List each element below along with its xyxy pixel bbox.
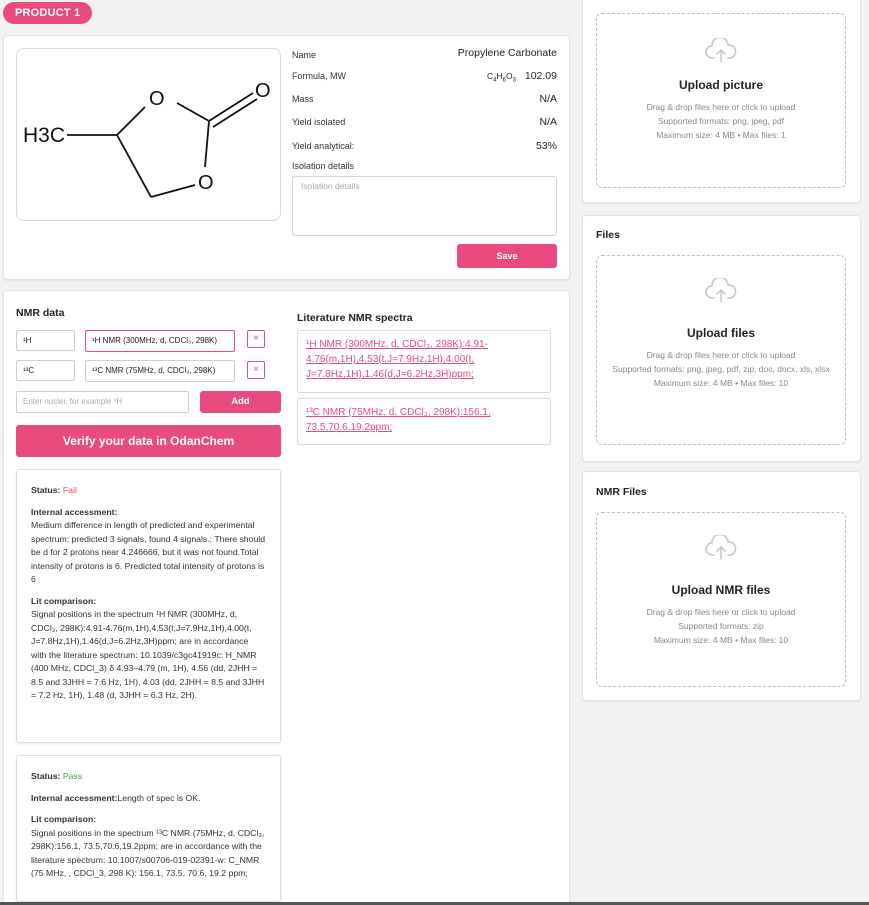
internal-label: Internal accessment:	[31, 792, 118, 803]
upload-hint: Drag & drop files here or click to upload	[646, 102, 796, 112]
nucleus-input[interactable]: ¹H	[16, 330, 75, 351]
name-label: Name	[292, 50, 317, 60]
lit-label: Lit comparison:	[31, 595, 97, 606]
upload-limits: Maximum size: 4 MB • Max files: 10	[653, 378, 789, 388]
internal-section	[31, 792, 266, 806]
add-nucleus-button[interactable]: Add	[200, 391, 281, 413]
literature-title: Literature NMR spectra	[297, 312, 413, 324]
upload-limits: Maximum size: 4 MB • Max files: 1	[656, 130, 786, 140]
molecular-weight: 102.09	[524, 70, 557, 82]
upload-hint: Drag & drop files here or click to upload	[646, 607, 796, 617]
nmr-files-title: NMR Files	[596, 486, 647, 498]
cloud-upload-icon	[705, 278, 737, 304]
internal-label: Internal accessment:	[31, 506, 118, 517]
yield-isolated-label: Yield isolated	[292, 117, 346, 127]
close-icon: ×	[253, 333, 259, 344]
lit-section	[31, 595, 266, 703]
cloud-upload-icon	[705, 535, 737, 561]
status-value: Pass	[62, 771, 83, 781]
internal-section	[31, 506, 266, 587]
yield-isolated-value: N/A	[539, 116, 557, 128]
formula-value	[420, 70, 557, 84]
status-value: Fail	[62, 485, 77, 495]
nucleus-input[interactable]: ¹³C	[16, 360, 75, 381]
lit-section	[31, 813, 266, 881]
yield-analytical-label: Yield analytical:	[292, 141, 355, 151]
verification-result-card	[16, 755, 281, 902]
status-line	[31, 484, 266, 498]
verification-result-card	[16, 469, 281, 743]
substituent-label: H3C	[23, 124, 66, 147]
nmr-data-title: NMR data	[16, 307, 65, 319]
literature-entry-link[interactable]: ¹³C NMR (75MHz, d, CDCl₃, 298K):156.1, 73.5,70.6,19.2ppm;	[297, 398, 551, 445]
mass-value: N/A	[539, 93, 557, 105]
lit-text: Signal positions in the spectrum ¹H NMR (300MHz, d, CDCl₃, 298K):4.91-4.76(m,1H),4.53(t,J=7.9Hz,1H),4.00(t, J=7.8Hz,1H),1.46(d,J=6.2Hz,3H)ppm; are in accordance with the literature spectrum: 10.1039/c3gc41919c: H_NMR (400 MHz, CDCl_3) δ 4.93–4.79 (m, 1H), 4.56 (dd, 2JHH = 8.5 and 3JHH = 7.6 Hz, 1H), 4.03 (dd, 2JHH = 8.5 and 3JHH = 7.2 Hz, 1H), 1.48 (d, 3JHH = 6.3 Hz, 2H).	[31, 609, 265, 700]
literature-entry-link[interactable]: ¹H NMR (300MHz, d, CDCl₃, 298K):4.91-4.76(m,1H),4.53(t,J=7.9Hz,1H),4.00(t, J=7.8Hz,1H),1.46(d,J=6.2Hz,3H)ppm;	[297, 330, 551, 393]
nmr-description-input[interactable]: ¹H NMR (300MHz, d, CDCl₃, 298K)	[85, 330, 235, 352]
upload-nmr-files-title: Upload NMR files	[671, 583, 771, 597]
new-nucleus-input[interactable]: Enter nuclei, for example ¹H	[16, 391, 189, 413]
mass-label: Mass	[292, 94, 314, 104]
molecule-structure	[17, 49, 282, 222]
internal-text: Medium difference in length of predicted and experimental spectrum: predicted 3 signals, found 4 signals.; There should be d for 2 protons near 4.246666, but it was not found.Total intensity of protons is 6. Predicted total intensity of protons is 6	[31, 520, 266, 584]
atom-label: O	[198, 172, 214, 194]
lit-label: Lit comparison:	[31, 814, 97, 824]
upload-files-dropzone[interactable]	[596, 255, 846, 445]
status-label: Status:	[31, 485, 61, 495]
files-title: Files	[596, 229, 620, 241]
isolation-details-input[interactable]: Isolation details	[292, 176, 557, 236]
atom-label: O	[255, 80, 271, 102]
lit-text: Signal positions in the spectrum ¹³C NMR (75MHz, d, CDCl₃, 298K):156.1, 73.5,70.6,19.2ppm; are in accordance with the literature spectrum: 10.1007/s00706-019-02391-w: C_NMR (75 MHz, , CDCl_3, 298 K): 156.1, 73.5, 70.6, 19.2 ppm;	[31, 827, 265, 878]
verify-button[interactable]: Verify your data in OdanChem	[16, 425, 281, 457]
remove-row-button[interactable]	[247, 330, 265, 348]
remove-row-button[interactable]	[247, 361, 265, 379]
upload-formats: Supported formats: png, jpeg, pdf, zip, doc, docx, xls, xlsx	[612, 364, 830, 374]
upload-formats: Supported formats: png, jpeg, pdf	[657, 116, 785, 126]
status-label: Status:	[31, 771, 61, 781]
formula-label: Formula, MW	[292, 71, 346, 81]
status-line	[31, 770, 266, 784]
cloud-upload-icon	[705, 38, 737, 64]
internal-text: Length of spec is OK.	[117, 792, 201, 803]
product-badge: PRODUCT 1	[3, 2, 92, 24]
formula: $C_4H_6O_3$	[487, 71, 516, 84]
close-icon: ×	[253, 364, 259, 375]
upload-files-title: Upload files	[686, 326, 755, 340]
name-value: Propylene Carbonate	[457, 47, 557, 59]
isolation-label: Isolation details	[292, 161, 355, 171]
upload-picture-dropzone[interactable]	[596, 13, 846, 188]
upload-limits: Maximum size: 4 MB • Max files: 10	[653, 635, 789, 645]
yield-analytical-value: 53%	[535, 140, 557, 152]
upload-picture-title: Upload picture	[678, 78, 763, 92]
nmr-description-input[interactable]: ¹³C NMR (75MHz, d, CDCl₃, 298K)	[85, 360, 235, 382]
upload-nmr-files-dropzone[interactable]	[596, 512, 846, 687]
upload-formats: Supported formats: zip	[678, 621, 764, 631]
structure-image	[16, 48, 281, 221]
upload-hint: Drag & drop files here or click to upload	[646, 350, 796, 360]
atom-label: O	[149, 88, 165, 110]
save-button[interactable]: Save	[457, 244, 557, 268]
